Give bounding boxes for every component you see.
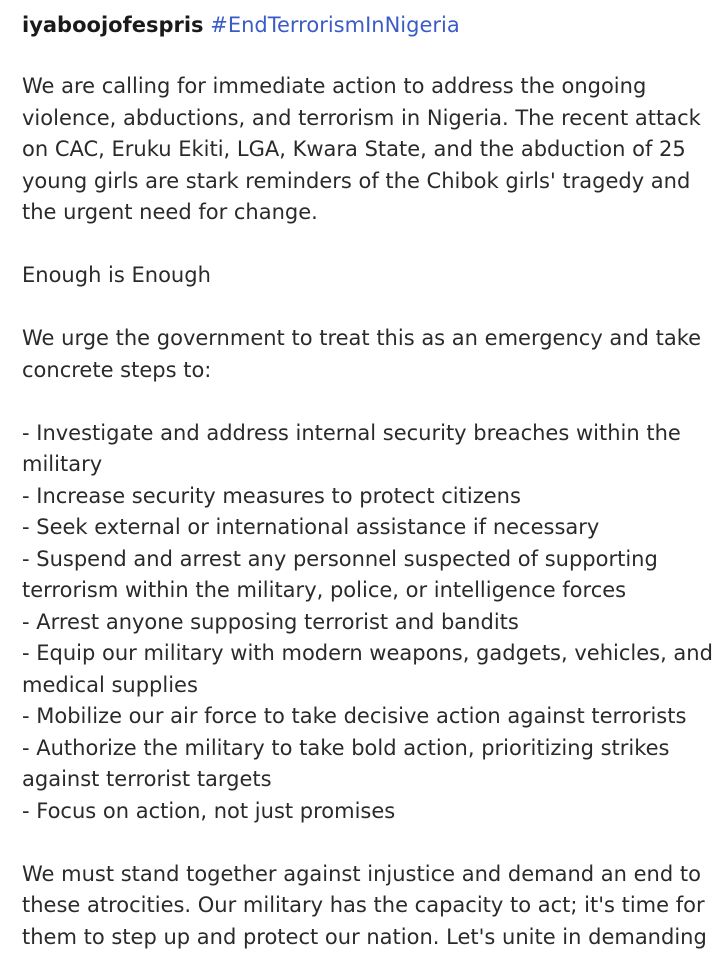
list-item: - Arrest anyone supposing terrorist and bandits <box>22 609 519 634</box>
list-item: - Equip our military with modern weapons, gadgets, vehicles, and medical supplies <box>22 641 713 697</box>
list-item: - Suspend and arrest any personnel suspected of supporting terrorism within the military, police, or intelligence forces <box>22 546 658 602</box>
spacer <box>22 229 714 261</box>
list-item: - Focus on action, not just promises <box>22 798 396 823</box>
urge-paragraph: We urge the government to treat this as an emergency and take concrete steps to: <box>22 326 702 382</box>
list-item: - Authorize the military to take bold action, prioritizing strikes against terrorist targets <box>22 735 670 791</box>
post-body <box>22 6 714 953</box>
intro-paragraph: We are calling for immediate action to address the ongoing violence, abductions, and terrorism in Nigeria. The recent attack on CAC, Eruku Ekiti, LGA, Kwara State, and the abduction of 25 young girls are stark reminders of the Chibok girls' tragedy and the urgent need for change. <box>22 74 701 224</box>
steps-list <box>22 418 714 828</box>
list-item: - Seek external or international assistance if necessary <box>22 515 600 539</box>
list-item: - Increase security measures to protect citizens <box>22 483 521 508</box>
list-item: - Mobilize our air force to take decisive action against terrorists <box>22 704 687 728</box>
spacer <box>22 827 714 859</box>
username-link[interactable]: iyaboojofespris <box>22 13 204 37</box>
list-item: - Investigate and address internal security breaches within the military <box>22 420 681 476</box>
slogan-text: Enough is Enough <box>22 263 211 287</box>
spacer <box>22 386 714 418</box>
hashtag-link[interactable]: #EndTerrorismInNigeria <box>210 13 460 37</box>
spacer <box>22 44 714 71</box>
closing-paragraph: We must stand together against injustice and demand an end to these atrocities. Our military has the capacity to act; it's time for them to step up and protect our nation. Let's unite in demanding <box>22 861 707 949</box>
spacer <box>22 292 714 324</box>
post-header <box>22 6 714 44</box>
